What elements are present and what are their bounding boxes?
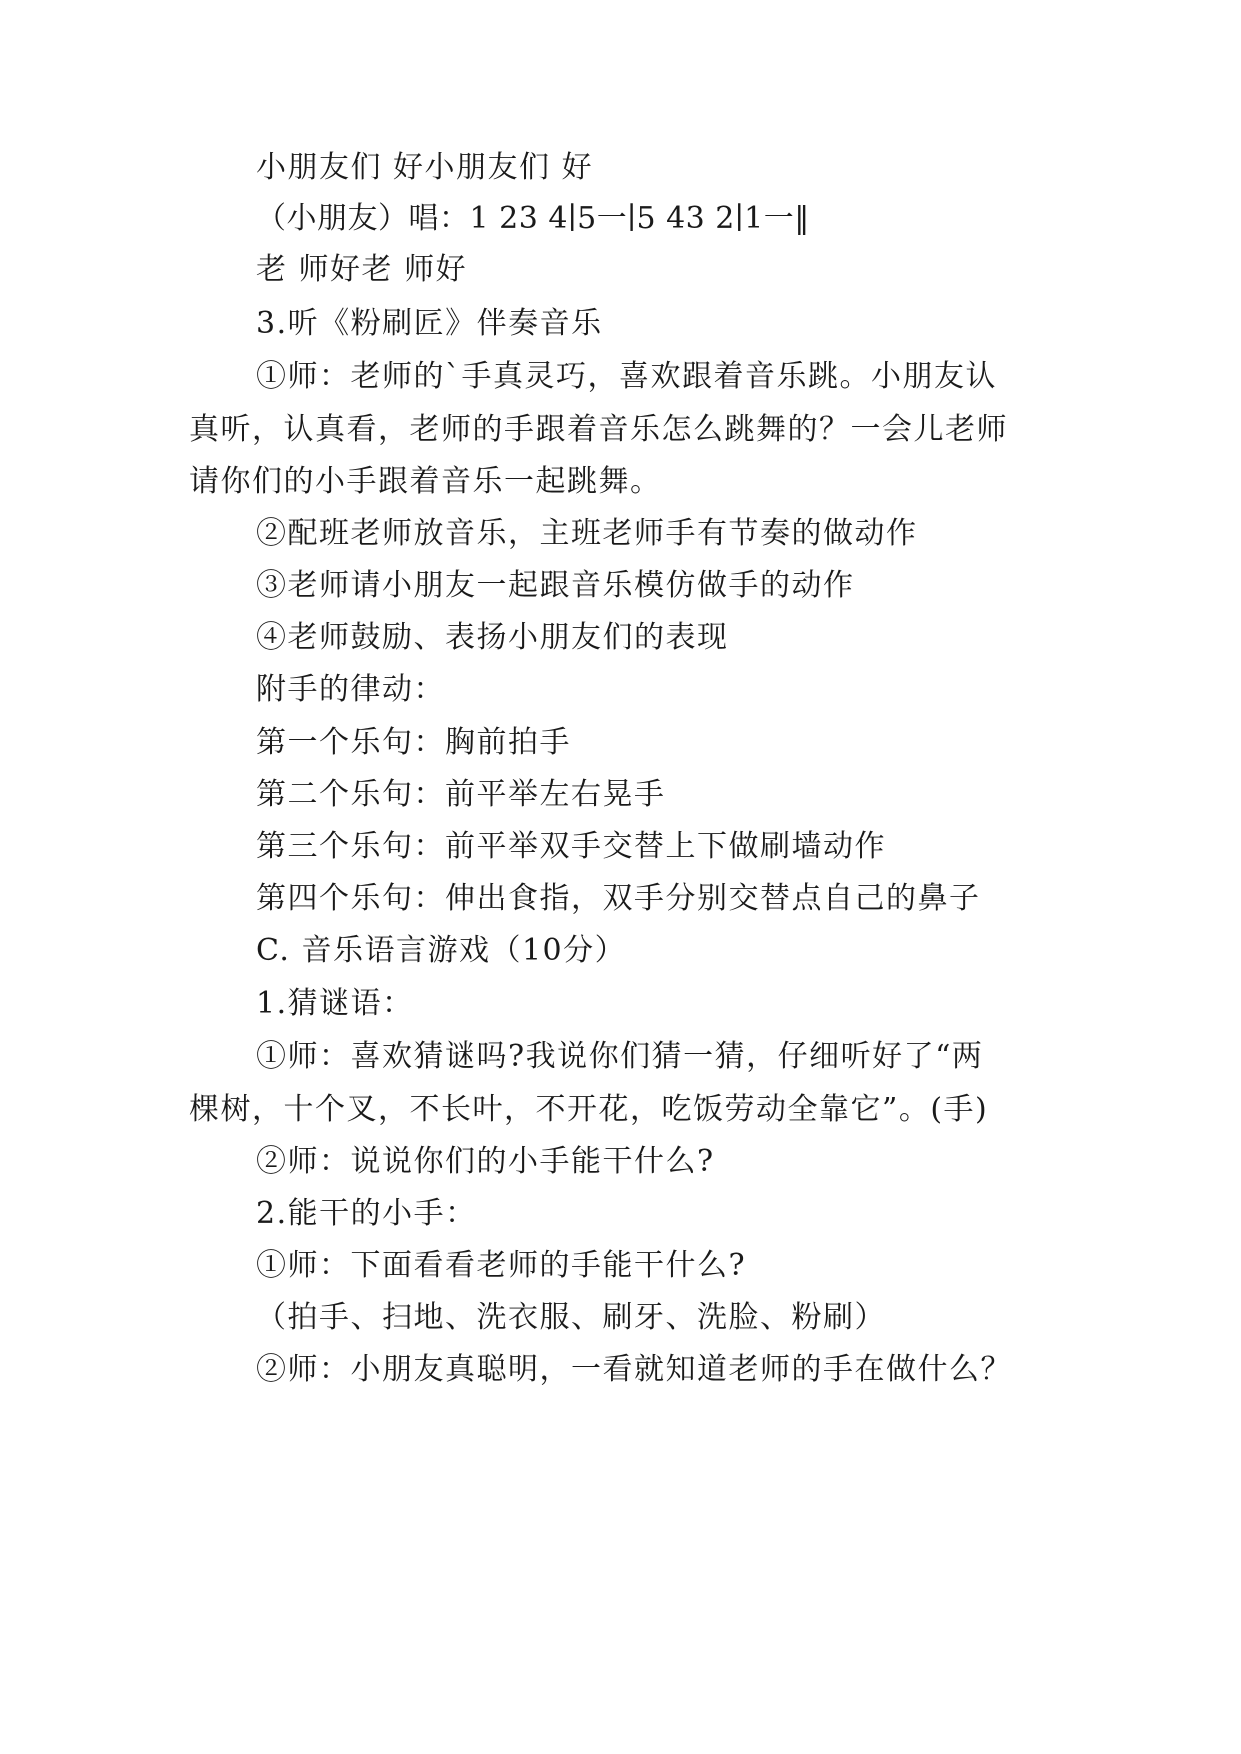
section-heading: 附手的律动： bbox=[256, 672, 445, 707]
paragraph-line: 真听，认真看，老师的手跟着音乐怎么跳舞的？一会儿老师 bbox=[189, 412, 1008, 447]
list-item: 第三个乐句：前平举双手交替上下做刷墙动作 bbox=[256, 829, 886, 864]
paragraph-line: 棵树，十个叉，不长叶，不开花，吃饭劳动全靠它”。(手) bbox=[189, 1092, 989, 1127]
text-line: 小朋友们 好小朋友们 好 bbox=[256, 150, 594, 185]
paragraph-line: （拍手、扫地、洗衣服、刷牙、洗脸、粉刷） bbox=[256, 1300, 886, 1335]
section-heading: 1.猜谜语： bbox=[256, 986, 414, 1021]
list-item: 第四个乐句：伸出食指，双手分别交替点自己的鼻子 bbox=[256, 881, 981, 916]
paragraph-line: ①师：老师的`手真灵巧，喜欢跟着音乐跳。小朋友认 bbox=[256, 359, 997, 394]
section-heading: C. 音乐语言游戏（10分） bbox=[256, 933, 627, 968]
list-item: 第一个乐句：胸前拍手 bbox=[256, 725, 571, 760]
paragraph-line: ①师：下面看看老师的手能干什么? bbox=[256, 1248, 747, 1283]
paragraph-line: ①师：喜欢猜谜吗?我说你们猜一猜，仔细听好了“两 bbox=[256, 1039, 984, 1074]
paragraph-line: ④老师鼓励、表扬小朋友们的表现 bbox=[256, 620, 729, 655]
paragraph-line: ②师：说说你们的小手能干什么? bbox=[256, 1144, 715, 1179]
section-heading: 3.听《粉刷匠》伴奏音乐 bbox=[256, 306, 603, 341]
list-item: 第二个乐句：前平举左右晃手 bbox=[256, 777, 666, 812]
text-line: 老 师好老 师好 bbox=[256, 252, 468, 287]
paragraph-line: ③老师请小朋友一起跟音乐模仿做手的动作 bbox=[256, 568, 855, 603]
section-heading: 2.能干的小手： bbox=[256, 1196, 477, 1231]
paragraph-line: ②配班老师放音乐，主班老师手有节奏的做动作 bbox=[256, 516, 918, 551]
music-notation-line: （小朋友）唱：1 23 4∣5一∣5 43 2∣1一‖ bbox=[256, 201, 810, 236]
paragraph-line: 请你们的小手跟着音乐一起跳舞。 bbox=[189, 464, 662, 499]
paragraph-line: ②师：小朋友真聪明，一看就知道老师的手在做什么？ bbox=[256, 1352, 1012, 1387]
